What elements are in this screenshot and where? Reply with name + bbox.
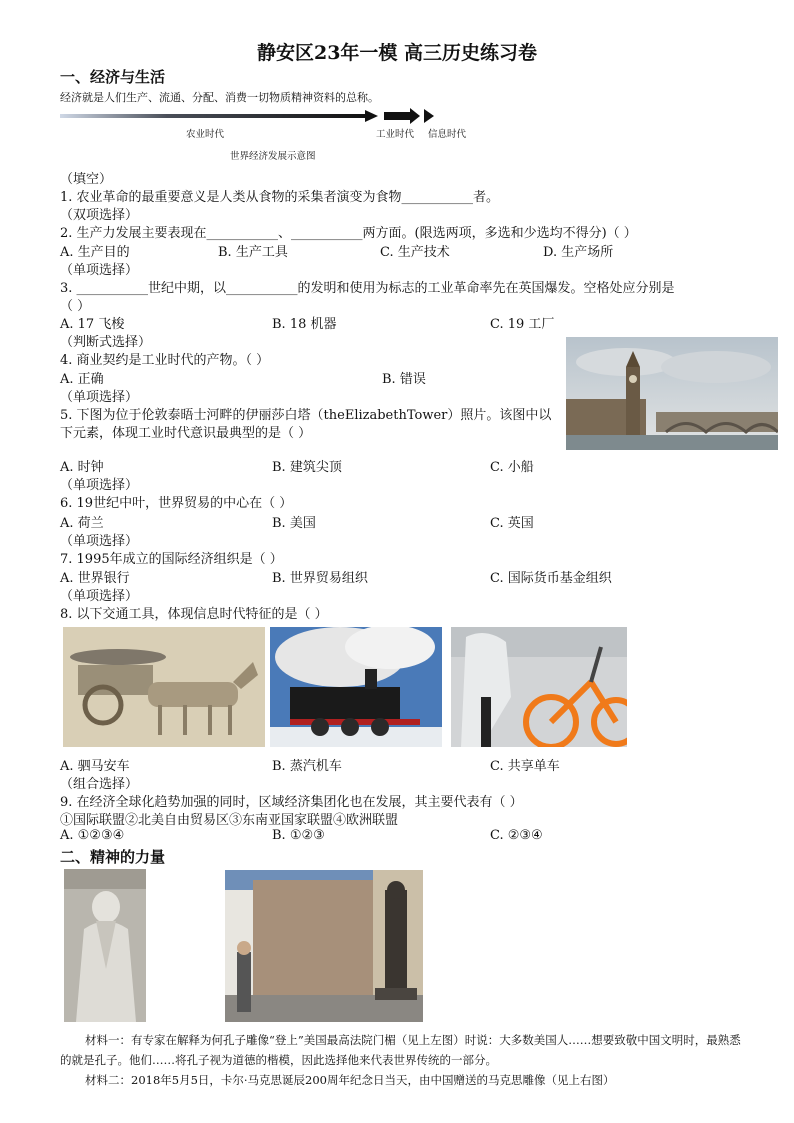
q2-option-b: B. 生产工具 — [218, 245, 288, 260]
q6-option-b: B. 美国 — [272, 516, 316, 531]
timeline-arrows — [60, 106, 440, 128]
q9-stem: 9. 在经济全球化趋势加强的同时，区域经济集团化也在发展，其主要代表有（ ） — [60, 795, 523, 810]
q7-option-c: C. 国际货币基金组织 — [490, 571, 612, 586]
diagram-caption: 世界经济发展示意图 — [230, 151, 316, 162]
q8-option-b: B. 蒸汽机车 — [272, 759, 342, 774]
shared-bike-photo — [451, 627, 627, 747]
q7-type: （单项选择） — [60, 534, 139, 549]
q2-type: （双项选择） — [60, 208, 139, 223]
page-title: 静安区23年一模 高三历史练习卷 — [256, 42, 538, 64]
agri-era-label: 农业时代 — [186, 129, 225, 140]
economy-definition: 经济就是人们生产、流通、分配、消费一切物质精神资料的总称。 — [60, 91, 379, 104]
q5-option-b: B. 建筑尖顶 — [272, 460, 342, 475]
q6-stem: 6. 19世纪中叶，世界贸易的中心在（ ） — [60, 496, 293, 511]
elizabeth-tower-photo — [566, 337, 778, 450]
q5-option-a: A. 时钟 — [60, 460, 104, 475]
q7-option-b: B. 世界贸易组织 — [272, 571, 368, 586]
section-2-heading: 二、精神的力量 — [60, 848, 166, 866]
q3-option-c: C. 19 工厂 — [490, 317, 555, 332]
q8-option-c: C. 共享单车 — [490, 759, 560, 774]
q6-type: （单项选择） — [60, 478, 139, 493]
q4-option-a: A. 正确 — [60, 372, 104, 387]
q2-option-a: A. 生产目的 — [60, 245, 130, 260]
q5-option-c: C. 小船 — [490, 460, 534, 475]
q4-stem: 4. 商业契约是工业时代的产物。（ ） — [60, 353, 270, 368]
info-arrow-head — [424, 109, 434, 123]
marx-statue-photo — [225, 870, 423, 1022]
industry-era-label: 工业时代 — [376, 129, 415, 140]
industry-arrow-shaft — [384, 112, 410, 120]
q9-option-a: A. ①②③④ — [60, 828, 125, 843]
q2-stem: 2. 生产力发展主要表现在___________、___________两方面。(限选两项，多选和少选均不得分)（ ） — [60, 226, 637, 241]
q9-type: （组合选择） — [60, 777, 139, 792]
q2-option-c: C. 生产技术 — [380, 245, 450, 260]
q3-option-b: B. 18 机器 — [272, 317, 337, 332]
confucius-relief-photo — [64, 869, 146, 1022]
q7-stem: 7. 1995年成立的国际经济组织是（ ） — [60, 552, 283, 567]
q5-stem-cont: 下元素，体现工业时代意识最典型的是（ ） — [60, 426, 312, 441]
q3-type: （单项选择） — [60, 263, 139, 278]
industry-arrow-head — [410, 108, 420, 124]
q8-type: （单项选择） — [60, 589, 139, 604]
q5-type: （单项选择） — [60, 390, 139, 405]
chariot-photo — [63, 627, 265, 747]
agri-arrow-shaft — [60, 114, 365, 118]
q8-stem: 8. 以下交通工具，体现信息时代特征的是（ ） — [60, 607, 328, 622]
q3-option-a: A. 17 飞梭 — [60, 317, 125, 332]
q1-stem: 1. 农业革命的最重要意义是人类从食物的采集者演变为食物___________者。 — [60, 190, 500, 205]
q6-option-c: C. 英国 — [490, 516, 534, 531]
material-2: 材料二：2018年5月5日，卡尔·马克思诞辰200周年纪念日当天，由中国赠送的马克思雕像（见上右图） — [85, 1073, 615, 1087]
q7-option-a: A. 世界银行 — [60, 571, 130, 586]
q6-option-a: A. 荷兰 — [60, 516, 104, 531]
q1-type: （填空） — [60, 172, 113, 187]
material-1: 材料一：有专家在解释为何孔子雕像“登上”美国最高法院门楣（见上左图）时说：大多数美国人……想要致敬中国文明时，最熟悉的就是孔子。他们……将孔子视为道德的楷模，因此选择他来代表世界传统的一部分。 — [60, 1033, 741, 1067]
q8-option-a: A. 驷马安车 — [60, 759, 130, 774]
agri-arrow-head — [365, 110, 378, 122]
q4-option-b: B. 错误 — [382, 372, 426, 387]
q3-stem-cont: （ ） — [60, 299, 91, 314]
section-1-heading: 一、经济与生活 — [60, 68, 166, 86]
steam-train-photo — [270, 627, 442, 747]
q2-option-d: D. 生产场所 — [543, 245, 614, 260]
q3-stem: 3. ___________世纪中期，以___________的发明和使用为标志的工业革命率先在英国爆发。空格处应分别是 — [60, 281, 675, 296]
q9-option-c: C. ②③④ — [490, 828, 543, 843]
q4-type: （判断式选择） — [60, 335, 152, 350]
q9-stem-cont: ①国际联盟②北美自由贸易区③东南亚国家联盟④欧洲联盟 — [60, 813, 399, 828]
q9-option-b: B. ①②③ — [272, 828, 325, 843]
q5-stem: 5. 下图为位于伦敦泰晤士河畔的伊丽莎白塔（theElizabethTower）照片。该图中以 — [60, 408, 552, 423]
info-era-label: 信息时代 — [428, 129, 467, 140]
